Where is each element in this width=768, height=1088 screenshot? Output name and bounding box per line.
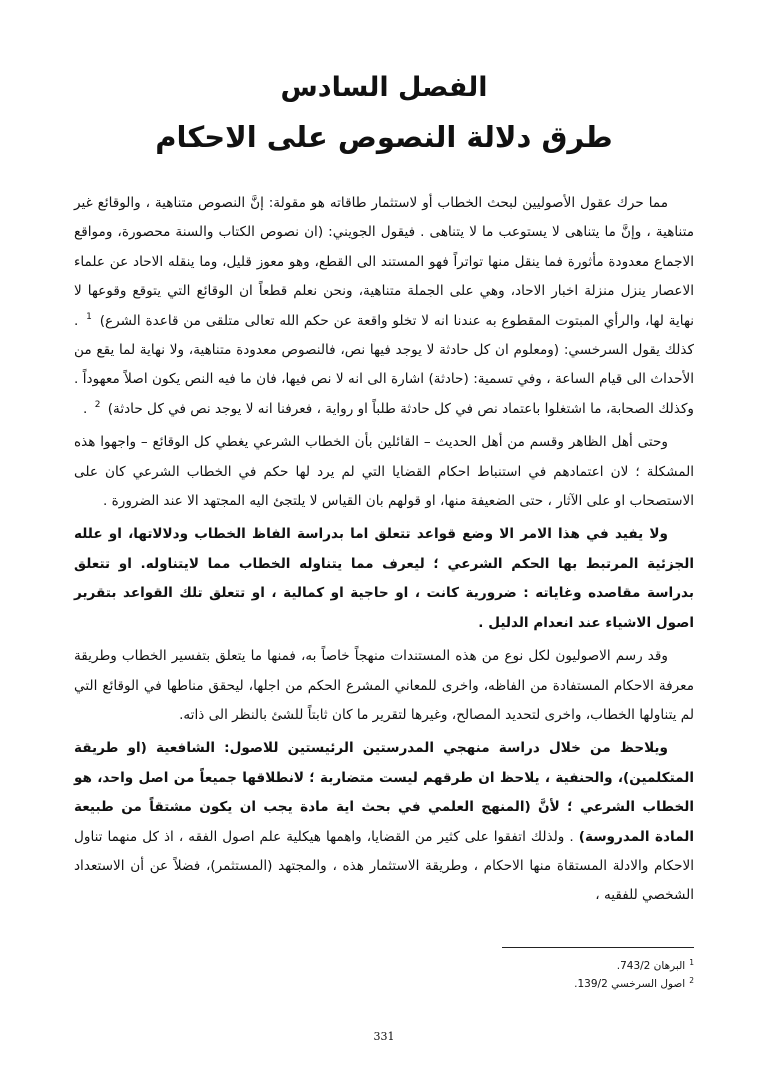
footnote bbox=[394, 975, 694, 993]
chapter-title: الفصل السادس bbox=[280, 72, 488, 103]
footnote-reference: 2 bbox=[94, 400, 101, 411]
footnote-text: البرهان 743/2. bbox=[616, 960, 686, 972]
footnote bbox=[394, 957, 694, 975]
paragraph bbox=[74, 189, 694, 424]
page-number: 331 bbox=[373, 1030, 395, 1043]
footnote-separator bbox=[502, 947, 694, 948]
paragraph-text: . bbox=[83, 400, 88, 417]
body-text bbox=[74, 189, 694, 915]
footnotes bbox=[394, 957, 694, 993]
footnote-number: 2 bbox=[689, 975, 694, 985]
paragraph bbox=[74, 428, 694, 516]
paragraph-text: . كذلك يقول السرخسي: (ومعلوم ان كل حادثة لا يوجد فيها نص، فالنصوص معدودة متناهية، ولا نهاية لما يقع من الأحداث الى قيام الساعة ، وفي تسمية: (حادثة) اشارة الى انه لا نص فيها، فان ما فيه النص يكون اصلاً معهوداً . وكذلك الصحابة، ما اشتغلوا باعتماد نص في كل حادثة طلباً او رواية ، فعرفنا انه لا يوجد نص في كل حادثة) bbox=[74, 312, 694, 417]
paragraph bbox=[74, 734, 694, 910]
document-page bbox=[74, 0, 694, 1088]
footnote-reference: 1 bbox=[86, 312, 92, 323]
paragraph-text: وحتى أهل الظاهر وقسم من أهل الحديث – القائلين بأن الخطاب الشرعي يغطي كل الوقائع – واجهوا هذه المشكلة ؛ لان اعتمادهم في استنباط احكام القضايا التي لم يرد لها حكم في الخطاب الشرعي كان على الاستصحاب او على الآثار ، حتى الضعيفة منها، او قولهم بان القياس لا يلتجئ اليه المجتهد الا عند الضرورة . bbox=[74, 434, 694, 510]
paragraph-text: . ولذلك اتفقوا على كثير من القضايا، واهمها هيكلية علم اصول الفقه ، اذ كل منهما تناول الاحكام والادلة المستقاة منها الاحكام ، وطريقة الاستثمار هذه ، والمجتهد (المستثمر)، فضلاً عن أن الاستعداد الشخصي للفقيه ، bbox=[74, 828, 694, 904]
paragraph bbox=[74, 520, 694, 638]
paragraph-text: ويلاحظ من خلال دراسة منهجي المدرستين الرئيستين للاصول: الشافعية (او طريقة المتكلمين)، والحنفية ، يلاحظ ان طرقهم ليست متضاربة ؛ لانطلاقها جميعاً من اصل واحد، هو الخطاب الشرعي ؛ لأنَّ (المنهج العلمي في بحث اية مادة يجب ان يكون مشتقاً من طبيعة المادة المدروسة) bbox=[74, 740, 694, 845]
paragraph bbox=[74, 642, 694, 730]
footnote-text: اصول السرخسي 139/2. bbox=[574, 978, 686, 990]
paragraph-text: وقد رسم الاصوليون لكل نوع من هذه المستندات منهجاً خاصاً به، فمنها ما يتعلق بتفسير الخطاب وطريقة معرفة الاحكام المستفادة من الفاظه، واخرى للمعاني المشرع الحكم من اجلها، ليحقق مناطها في الوقائع التي لم يتناولها الخطاب، واخرى لتحديد المصالح، وغيرها لتقرير ما كان ثابتاً للشئ بالنظر الى ذاته. bbox=[74, 648, 694, 723]
footnote-number: 1 bbox=[689, 957, 694, 967]
chapter-subtitle: طرق دلالة النصوص على الاحكام bbox=[155, 120, 613, 154]
paragraph-text: ولا يفيد في هذا الامر الا وضع قواعد تتعلق اما بدراسة الفاظ الخطاب ودلالاتها، او علله الجزئية المرتبط بها الحكم الشرعي ؛ ليعرف مما يتناوله الخطاب مما لايتناوله. او تتعلق بدراسة مقاصده وغاياته : ضرورية كانت ، او حاجية او كمالية ، او تتعلق تلك القواعد بتقرير اصول الاشياء عند انعدام الدليل . bbox=[74, 526, 694, 631]
paragraph-text: مما حرك عقول الأصوليين لبحث الخطاب أو لاستثمار طاقاته هو مقولة: إنَّ النصوص متناهية ، والوقائع غير متناهية ، وإنَّ ما يتناهى لا يستوعب ما لا يتناهى . فيقول الجويني: (ان نصوص الكتاب والسنة محصورة، ومواقع الاجماع معدودة مأثورة فما ينقل منها تواتراً فهو المستند الى القطع، وهو معوز قليل، وما ينقله الاحاد عن علماء الاعصار ينزل منزلة اخبار الاحاد، وهي على الجملة متناهية، ونحن نعلم قطعاً ان الوقائع التي يتوقع وقوعها لا نهاية لها، والرأي المبتوت المقطوع به عندنا انه لا تخلو واقعة عن حكم الله تعالى متلقى من قاعدة الشرع) bbox=[74, 195, 694, 329]
